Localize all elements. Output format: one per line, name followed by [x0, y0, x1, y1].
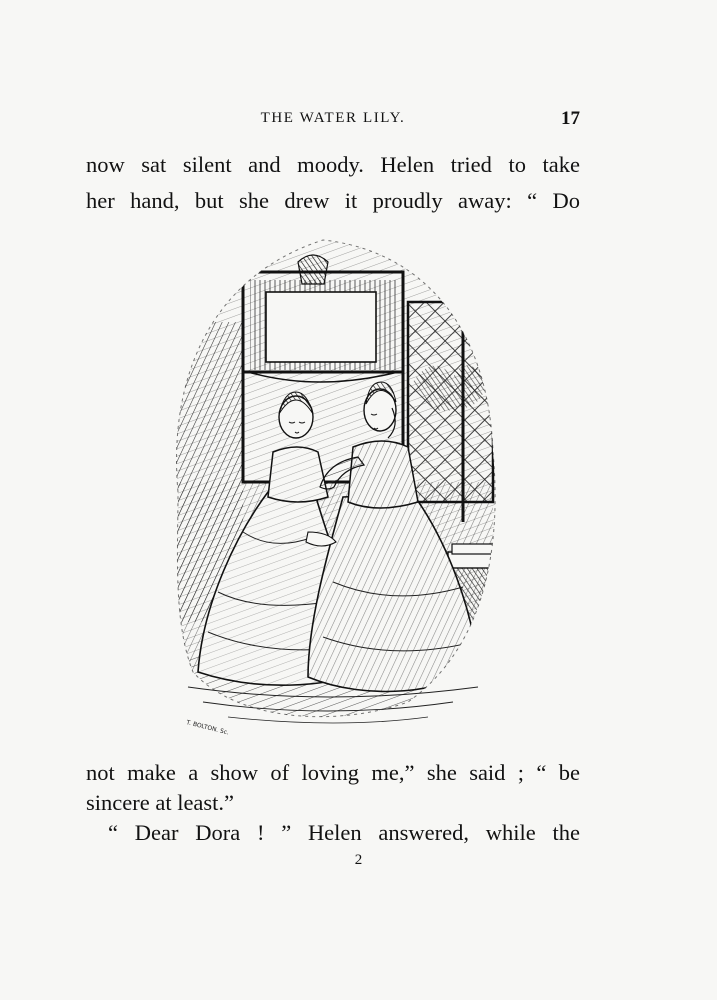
engraver-signature: T. BOLTON. Sc. [185, 719, 230, 737]
running-title: THE WATER LILY. [260, 110, 406, 126]
body-line-2: her hand, but she drew it proudly away: “ Do [86, 188, 580, 213]
signature-mark: 2 [354, 852, 363, 868]
body-line-3: not make a show of loving me,” she said ; “ be [86, 760, 580, 785]
page-number: 17 [561, 108, 580, 129]
body-line-4: sincere at least.” [86, 790, 235, 815]
illustration-drawing [158, 232, 508, 742]
engraved-illustration [158, 232, 508, 742]
body-line-1: now sat silent and moody. Helen tried to take [86, 152, 580, 177]
body-line-5: “ Dear Dora ! ” Helen answered, while the [108, 820, 580, 845]
running-head [86, 108, 580, 134]
